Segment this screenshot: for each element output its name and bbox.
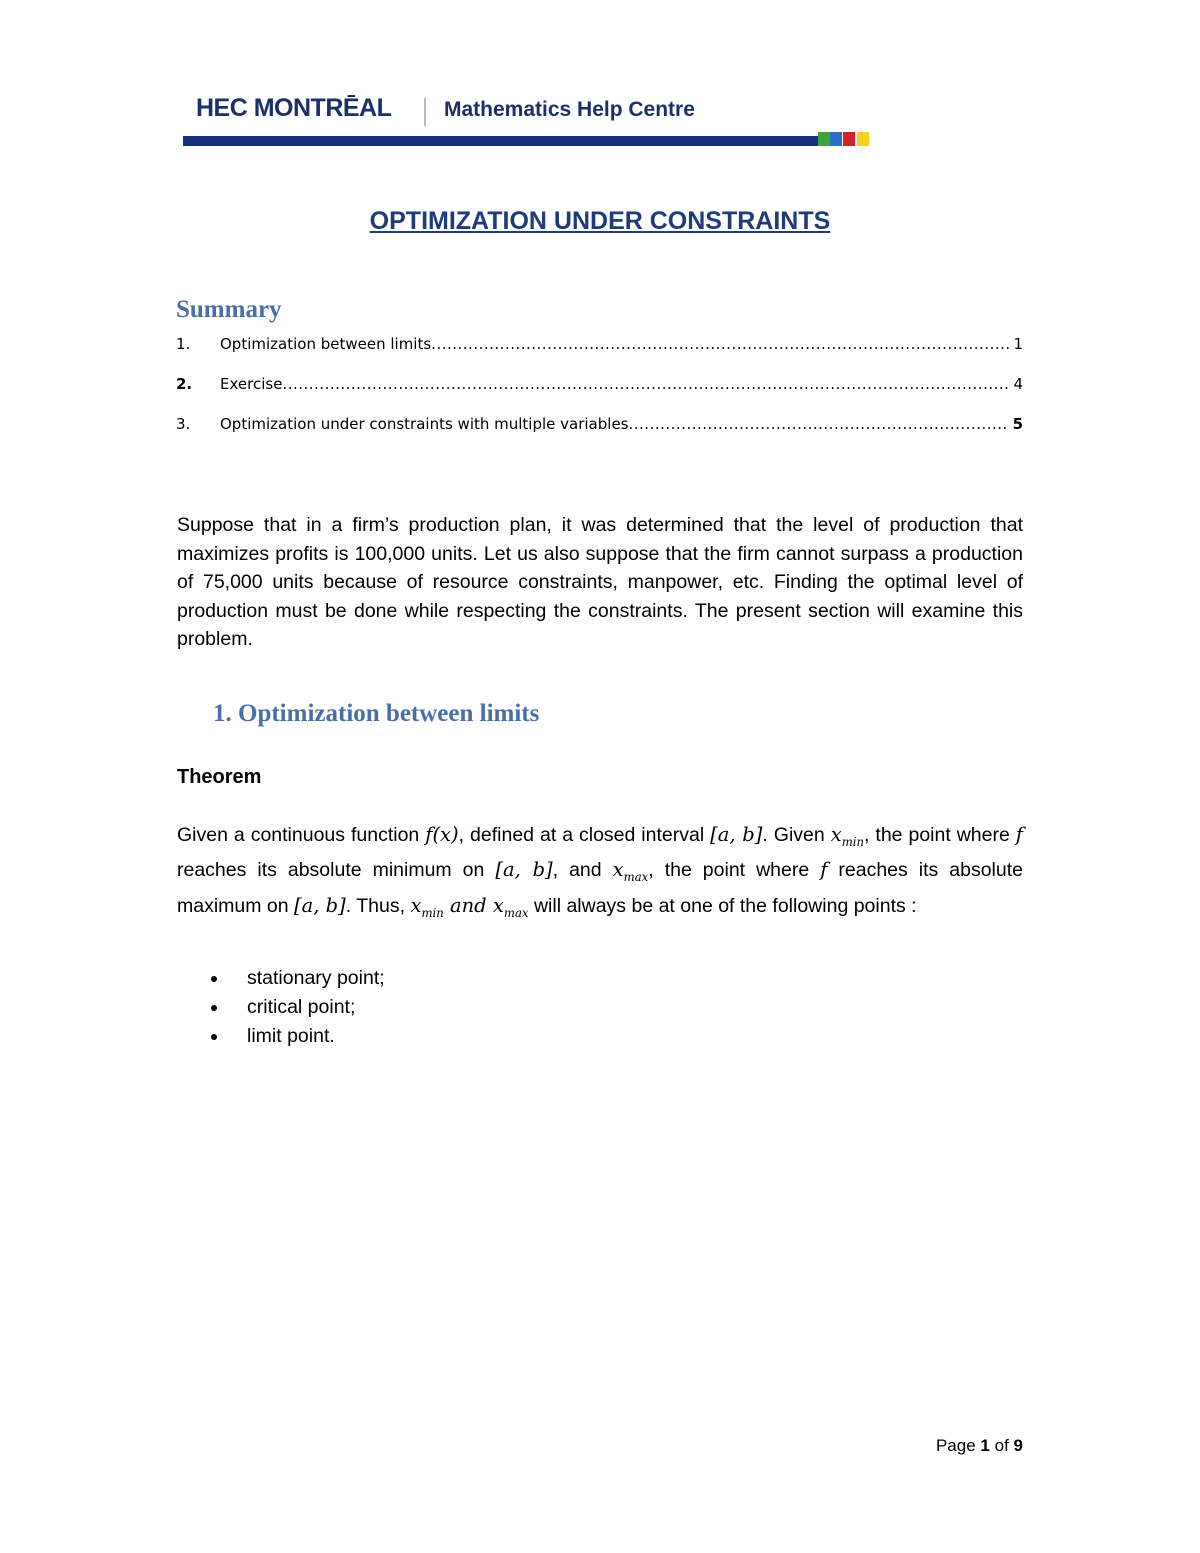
header-rule	[183, 136, 819, 146]
summary-heading: Summary	[176, 296, 282, 323]
page-footer: Page 1 of 9	[935, 1436, 1023, 1455]
toc-label: Exercise	[220, 375, 283, 393]
toc-page-number: 4	[1013, 375, 1023, 393]
theorem-label: Theorem	[177, 766, 262, 788]
header-separator	[424, 98, 426, 126]
accent-square-green	[818, 132, 830, 146]
toc-item[interactable]	[176, 375, 1023, 399]
point-list	[177, 964, 385, 1051]
accent-square-blue	[830, 132, 842, 146]
accent-square-yellow	[857, 132, 869, 146]
accent-square-red	[843, 132, 855, 146]
toc-number: 2.	[176, 375, 193, 393]
intro-paragraph: Suppose that in a firm’s production plan, it was determined that the level of production that maximizes profits is 100,000 units. Let us also suppose that the firm cannot surpass a production of 75,000 units because of resource constraints, manpower, etc. Finding the optimal level of production must be done while respecting the constraints. The present section will examine this problem.	[177, 514, 1023, 651]
toc-leader-dots	[431, 335, 1009, 353]
toc-item[interactable]	[176, 415, 1023, 439]
toc-page-number: 1	[1013, 335, 1023, 353]
toc-item[interactable]	[176, 335, 1023, 359]
list-item: limit point.	[177, 1022, 385, 1051]
toc-number: 3.	[176, 415, 191, 433]
toc-number: 1.	[176, 335, 191, 353]
theorem-paragraph: Given a continuous function f(x), defined at a closed interval [a, b]. Given $x_{min}$, the point where f reaches its absolute minimum on [a, b], and $x_{max}$, the point where f reaches its absolute maximum on [a, b]. Thus, $x_{min}$ and $x_{max}$ will always be at one of the following points :	[177, 823, 1024, 920]
section-heading: 1. Optimization between limits	[213, 700, 540, 727]
toc-label: Optimization under constraints with multiple variables	[220, 415, 629, 433]
document-title: OPTIMIZATION UNDER CONSTRAINTS	[369, 207, 831, 235]
hec-montreal-logo: HEC MONTRĒAL	[196, 94, 392, 122]
list-item: critical point;	[177, 993, 385, 1022]
toc-page-number: 5	[1012, 415, 1023, 433]
toc-leader-dots	[629, 415, 1009, 433]
centre-name: Mathematics Help Centre	[444, 98, 695, 121]
list-item: stationary point;	[177, 964, 385, 993]
toc-label: Optimization between limits	[220, 335, 432, 353]
toc-leader-dots	[282, 375, 1009, 393]
